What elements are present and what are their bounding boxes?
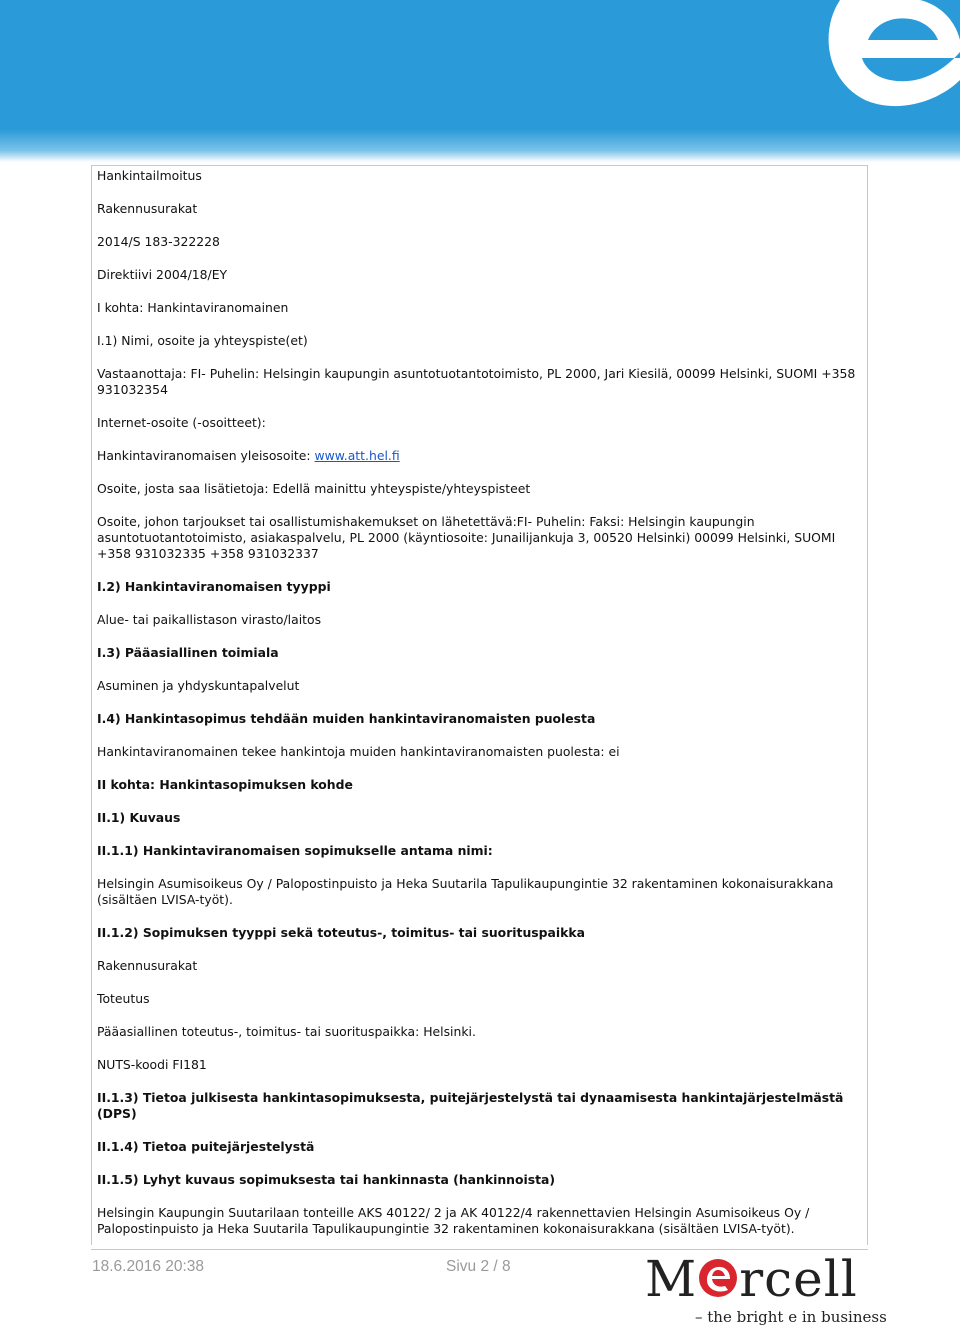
header-banner [0, 0, 960, 162]
line-text: Toteutus [97, 991, 150, 1006]
text-line [97, 1205, 867, 1237]
text-line [97, 612, 867, 628]
text-line [97, 1024, 867, 1040]
website-link[interactable]: www.att.hel.fi [314, 448, 400, 463]
section-heading [97, 1139, 867, 1155]
line-text: 2014/S 183-322228 [97, 234, 220, 249]
marcell-logo [640, 1250, 887, 1329]
line-text: II kohta: Hankintasopimuksen kohde [97, 777, 353, 792]
e-logo-icon [820, 0, 960, 110]
line-text: Helsingin Kaupungin Suutarilaan tonteille AKS 40122/ 2 ja AK 40122/4 rakennettavien Helsingin Asumisoikeus Oy / Palopostinpuisto ja Heka Suutarila Tapulikaupungintie 32 rakentaminen kokonaisurakkana (sisältäen LVISA-työt). [97, 1205, 810, 1236]
line-text: Direktiivi 2004/18/EY [97, 267, 228, 282]
line-text: I.4) Hankintasopimus tehdään muiden hankintaviranomaisten puolesta [97, 711, 596, 726]
text-line [97, 448, 867, 464]
line-text: Vastaanottaja: FI- Puhelin: Helsingin kaupungin asuntotuotantotoimisto, PL 2000, Jari Kiesilä, 00099 Helsinki, SUOMI +358 931032354 [97, 366, 856, 397]
section-heading [97, 925, 867, 941]
text-line [97, 876, 867, 908]
text-line [97, 168, 867, 184]
text-line [97, 366, 867, 398]
document-content [97, 168, 867, 1254]
text-line [97, 267, 867, 283]
line-text: Hankintaviranomaisen yleisosoite: [97, 448, 315, 463]
section-heading [97, 777, 867, 793]
brand-name [645, 1251, 858, 1307]
line-text: Hankintailmoitus [97, 168, 202, 183]
line-text: II.1.1) Hankintaviranomaisen sopimukselle antama nimi: [97, 843, 493, 858]
text-line [97, 744, 867, 760]
line-text: NUTS-koodi FI181 [97, 1057, 207, 1072]
line-text: II.1.4) Tietoa puitejärjestelystä [97, 1139, 315, 1154]
line-text: I kohta: Hankintaviranomainen [97, 300, 289, 315]
brand-prefix: M [645, 1250, 698, 1308]
line-text: Internet-osoite (-osoitteet): [97, 415, 266, 430]
text-line [97, 958, 867, 974]
brand-tagline: – the bright e in business [695, 1308, 887, 1326]
section-heading [97, 810, 867, 826]
footer-date: 18.6.2016 20:38 [92, 1258, 205, 1275]
brand-suffix: rcell [739, 1250, 858, 1308]
line-text: II.1.5) Lyhyt kuvaus sopimuksesta tai hankinnasta (hankinnoista) [97, 1172, 556, 1187]
section-heading [97, 645, 867, 661]
line-text: Alue- tai paikallistason virasto/laitos [97, 612, 322, 627]
text-line [97, 1057, 867, 1073]
section-heading [97, 843, 867, 859]
line-text: Hankintaviranomainen tekee hankintoja muiden hankintaviranomaisten puolesta: ei [97, 744, 620, 759]
section-heading [97, 1172, 867, 1188]
text-line [97, 678, 867, 694]
text-line [97, 201, 867, 217]
line-text: II.1.2) Sopimuksen tyyppi sekä toteutus-, toimitus- tai suorituspaikka [97, 925, 585, 940]
line-text: Rakennusurakat [97, 201, 198, 216]
line-text: I.1) Nimi, osoite ja yhteyspiste(et) [97, 333, 308, 348]
line-text: I.2) Hankintaviranomaisen tyyppi [97, 579, 331, 594]
text-line [97, 481, 867, 497]
section-heading [97, 711, 867, 727]
line-text: Osoite, josta saa lisätietoja: Edellä mainittu yhteyspiste/yhteyspisteet [97, 481, 531, 496]
line-text: Osoite, johon tarjoukset tai osallistumishakemukset on lähetettävä:FI- Puhelin: Faksi: Helsingin kaupungin asuntotuotantotoimisto, asiakaspalvelu, PL 2000 (käyntiosoite: Junailijankuja 3, 00520 Helsinki) 00099 Helsinki, SUOMI +358 931032335 +358 931032337 [97, 514, 836, 561]
line-text: II.1) Kuvaus [97, 810, 181, 825]
line-text: II.1.3) Tietoa julkisesta hankintasopimuksesta, puitejärjestelystä tai dynaamisesta hankintajärjestelmästä (DPS) [97, 1090, 844, 1121]
text-line [97, 415, 867, 431]
text-line [97, 300, 867, 316]
text-line [97, 234, 867, 250]
line-text: Rakennusurakat [97, 958, 198, 973]
text-line [97, 514, 867, 562]
section-heading [97, 579, 867, 595]
line-text: Asuminen ja yhdyskuntapalvelut [97, 678, 300, 693]
line-text: I.3) Pääasiallinen toimiala [97, 645, 279, 660]
line-text: Pääasiallinen toteutus-, toimitus- tai suorituspaikka: Helsinki. [97, 1024, 476, 1039]
text-line [97, 333, 867, 349]
footer-page-number: Sivu 2 / 8 [446, 1258, 511, 1275]
marcell-e-icon [698, 1258, 738, 1298]
line-text: Helsingin Asumisoikeus Oy / Palopostinpuisto ja Heka Suutarila Tapulikaupungintie 32 rakentaminen kokonaisurakkana (sisältäen LVISA-työt). [97, 876, 834, 907]
text-line [97, 991, 867, 1007]
section-heading [97, 1090, 867, 1122]
